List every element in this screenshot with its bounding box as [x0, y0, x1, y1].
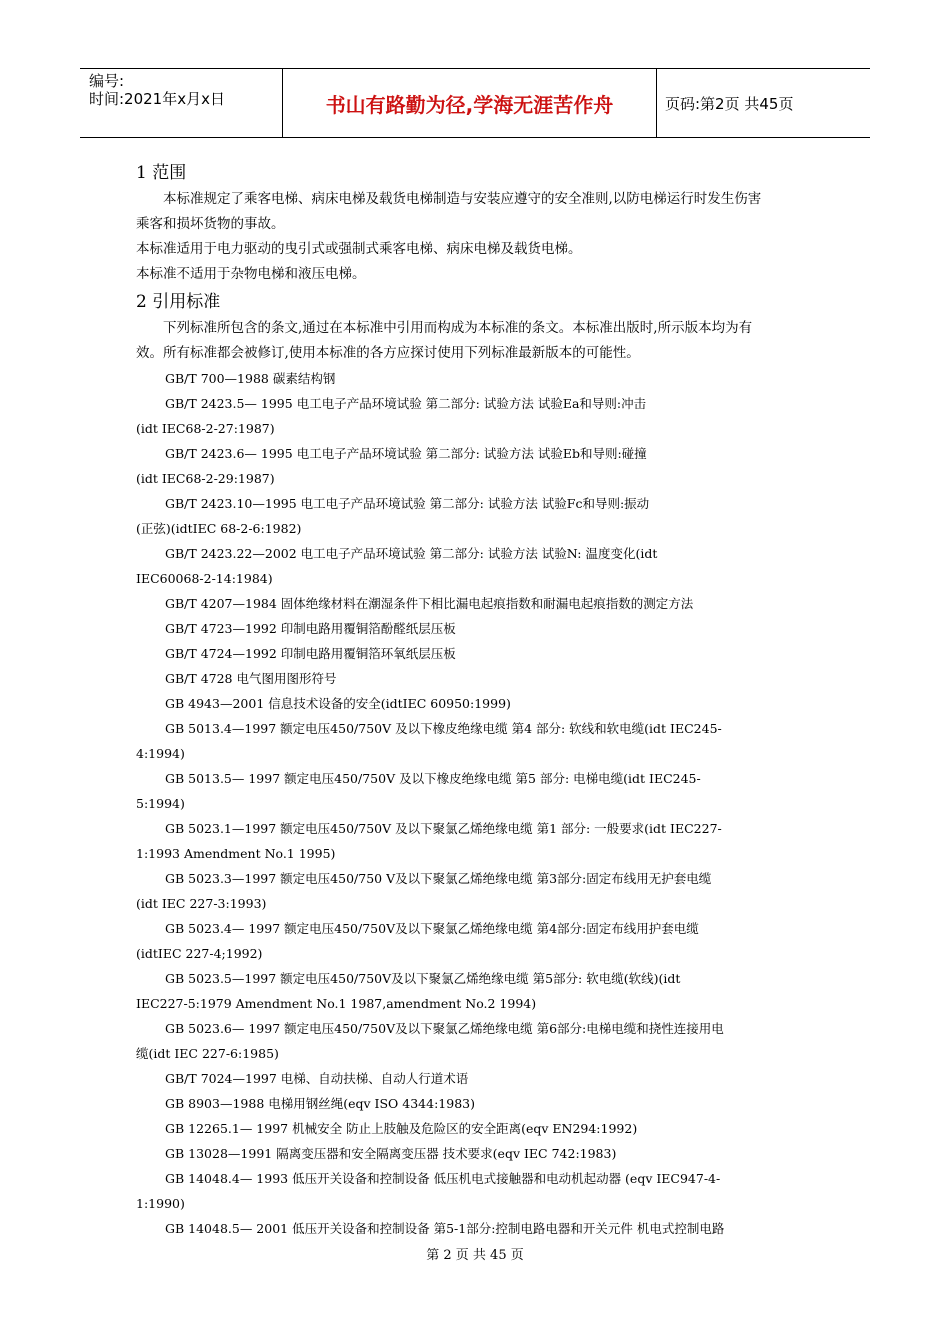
reference-continuation: (idt IEC68-2-27:1987)	[136, 421, 275, 436]
reference-line: GB/T 2423.6— 1995 电工电子产品环境试验 第二部分: 试验方法 试验Eb和导则:碰撞	[165, 446, 647, 461]
reference-line: GB 5023.3—1997 额定电压450/750 V及以下聚氯乙烯绝缘电缆 第3部分:固定布线用无护套电缆	[165, 871, 712, 886]
header-page-label: 页码:第2页 共45页	[665, 94, 794, 113]
reference-continuation: 缆(idt IEC 227-6:1985)	[136, 1046, 279, 1061]
scope-line: 本标准规定了乘客电梯、病床电梯及载货电梯制造与安装应遵守的安全准则,以防电梯运行时发生伤害	[163, 191, 762, 207]
reference-line: GB 12265.1— 1997 机械安全 防止上肢触及危险区的安全距离(eqv EN294:1992)	[165, 1121, 638, 1136]
reference-line: GB 5023.5—1997 额定电压450/750V及以下聚氯乙烯绝缘电缆 第5部分: 软电缆(软线)(idt	[165, 971, 681, 986]
reference-line: GB 14048.5— 2001 低压开关设备和控制设备 第5-1部分:控制电路电器和开关元件 机电式控制电路	[165, 1221, 725, 1236]
reference-line: GB/T 7024—1997 电梯、自动扶梯、自动人行道术语	[165, 1071, 469, 1086]
reference-line: GB 14048.4— 1993 低压开关设备和控制设备 低压机电式接触器和电动机起动器 (eqv IEC947-4-	[165, 1171, 721, 1186]
reference-line: GB/T 2423.5— 1995 电工电子产品环境试验 第二部分: 试验方法 试验Ea和导则:冲击	[165, 396, 647, 411]
document-time-label: 时间:2021年x月x日	[89, 90, 225, 108]
reference-line: GB/T 4724—1992 印制电路用覆铜箔环氧纸层压板	[165, 646, 456, 661]
document-body	[136, 158, 826, 1241]
reference-line: GB/T 4207—1984 固体绝缘材料在潮湿条件下相比漏电起痕指数和耐漏电起痕指数的测定方法	[165, 596, 694, 611]
reference-line: GB/T 2423.10—1995 电工电子产品环境试验 第二部分: 试验方法 试验Fc和导则:振动	[165, 496, 650, 511]
intro-line: 下列标准所包含的条文,通过在本标准中引用而构成为本标准的条文。本标准出版时,所示版本均为有	[163, 320, 753, 336]
reference-line: GB 5013.5— 1997 额定电压450/750V 及以下橡皮绝缘电缆 第5 部分: 电梯电缆(idt IEC245-	[165, 771, 701, 786]
reference-continuation: (正弦)(idtIEC 68-2-6:1982)	[136, 521, 302, 536]
reference-continuation: (idt IEC 227-3:1993)	[136, 896, 267, 911]
reference-continuation: 5:1994)	[136, 796, 185, 811]
reference-continuation: IEC60068-2-14:1984)	[136, 571, 273, 586]
intro-line: 效。所有标准都会被修订,使用本标准的各方应探讨使用下列标准最新版本的可能性。	[136, 345, 640, 361]
reference-line: GB/T 700—1988 碳素结构钢	[165, 371, 336, 386]
header-info-cell	[80, 69, 283, 137]
page-footer: 第 2 页 共 45 页	[426, 1248, 524, 1263]
reference-line: GB 4943—2001 信息技术设备的安全(idtIEC 60950:1999)	[165, 696, 511, 711]
page-header	[80, 68, 870, 138]
reference-line: GB 8903—1988 电梯用钢丝绳(eqv ISO 4344:1983)	[165, 1096, 475, 1111]
reference-continuation: 4:1994)	[136, 746, 185, 761]
section-2-title: 2 引用标准	[136, 292, 221, 312]
reference-continuation: 1:1990)	[136, 1196, 185, 1211]
section-1-title: 1 范围	[136, 163, 187, 183]
reference-line: GB 5023.6— 1997 额定电压450/750V及以下聚氯乙烯绝缘电缆 第6部分:电梯电缆和挠性连接用电	[165, 1021, 724, 1036]
reference-line: GB 5013.4—1997 额定电压450/750V 及以下橡皮绝缘电缆 第4 部分: 软线和软电缆(idt IEC245-	[165, 721, 722, 736]
reference-continuation: (idtIEC 227-4;1992)	[136, 946, 263, 961]
reference-continuation: 1:1993 Amendment No.1 1995)	[136, 846, 336, 861]
scope-line: 本标准不适用于杂物电梯和液压电梯。	[136, 266, 366, 282]
reference-line: GB/T 4728 电气图用图形符号	[165, 671, 337, 686]
reference-line: GB 13028—1991 隔离变压器和安全隔离变压器 技术要求(eqv IEC 742:1983)	[165, 1146, 617, 1161]
reference-line: GB 5023.1—1997 额定电压450/750V 及以下聚氯乙烯绝缘电缆 第1 部分: 一般要求(idt IEC227-	[165, 821, 722, 836]
header-motto: 书山有路勤为径,学海无涯苦作舟	[283, 69, 657, 137]
scope-line: 本标准适用于电力驱动的曳引式或强制式乘客电梯、病床电梯及载货电梯。	[136, 241, 582, 257]
scope-line: 乘客和损坏货物的事故。	[136, 216, 285, 232]
reference-line: GB/T 2423.22—2002 电工电子产品环境试验 第二部分: 试验方法 试验N: 温度变化(idt	[165, 546, 658, 561]
document-number-label: 编号:	[89, 72, 125, 90]
reference-line: GB 5023.4— 1997 额定电压450/750V及以下聚氯乙烯绝缘电缆 第4部分:固定布线用护套电缆	[165, 921, 699, 936]
reference-continuation: IEC227-5:1979 Amendment No.1 1987,amendment No.2 1994)	[136, 996, 537, 1011]
reference-line: GB/T 4723—1992 印制电路用覆铜箔酚醛纸层压板	[165, 621, 456, 636]
reference-continuation: (idt IEC68-2-29:1987)	[136, 471, 275, 486]
